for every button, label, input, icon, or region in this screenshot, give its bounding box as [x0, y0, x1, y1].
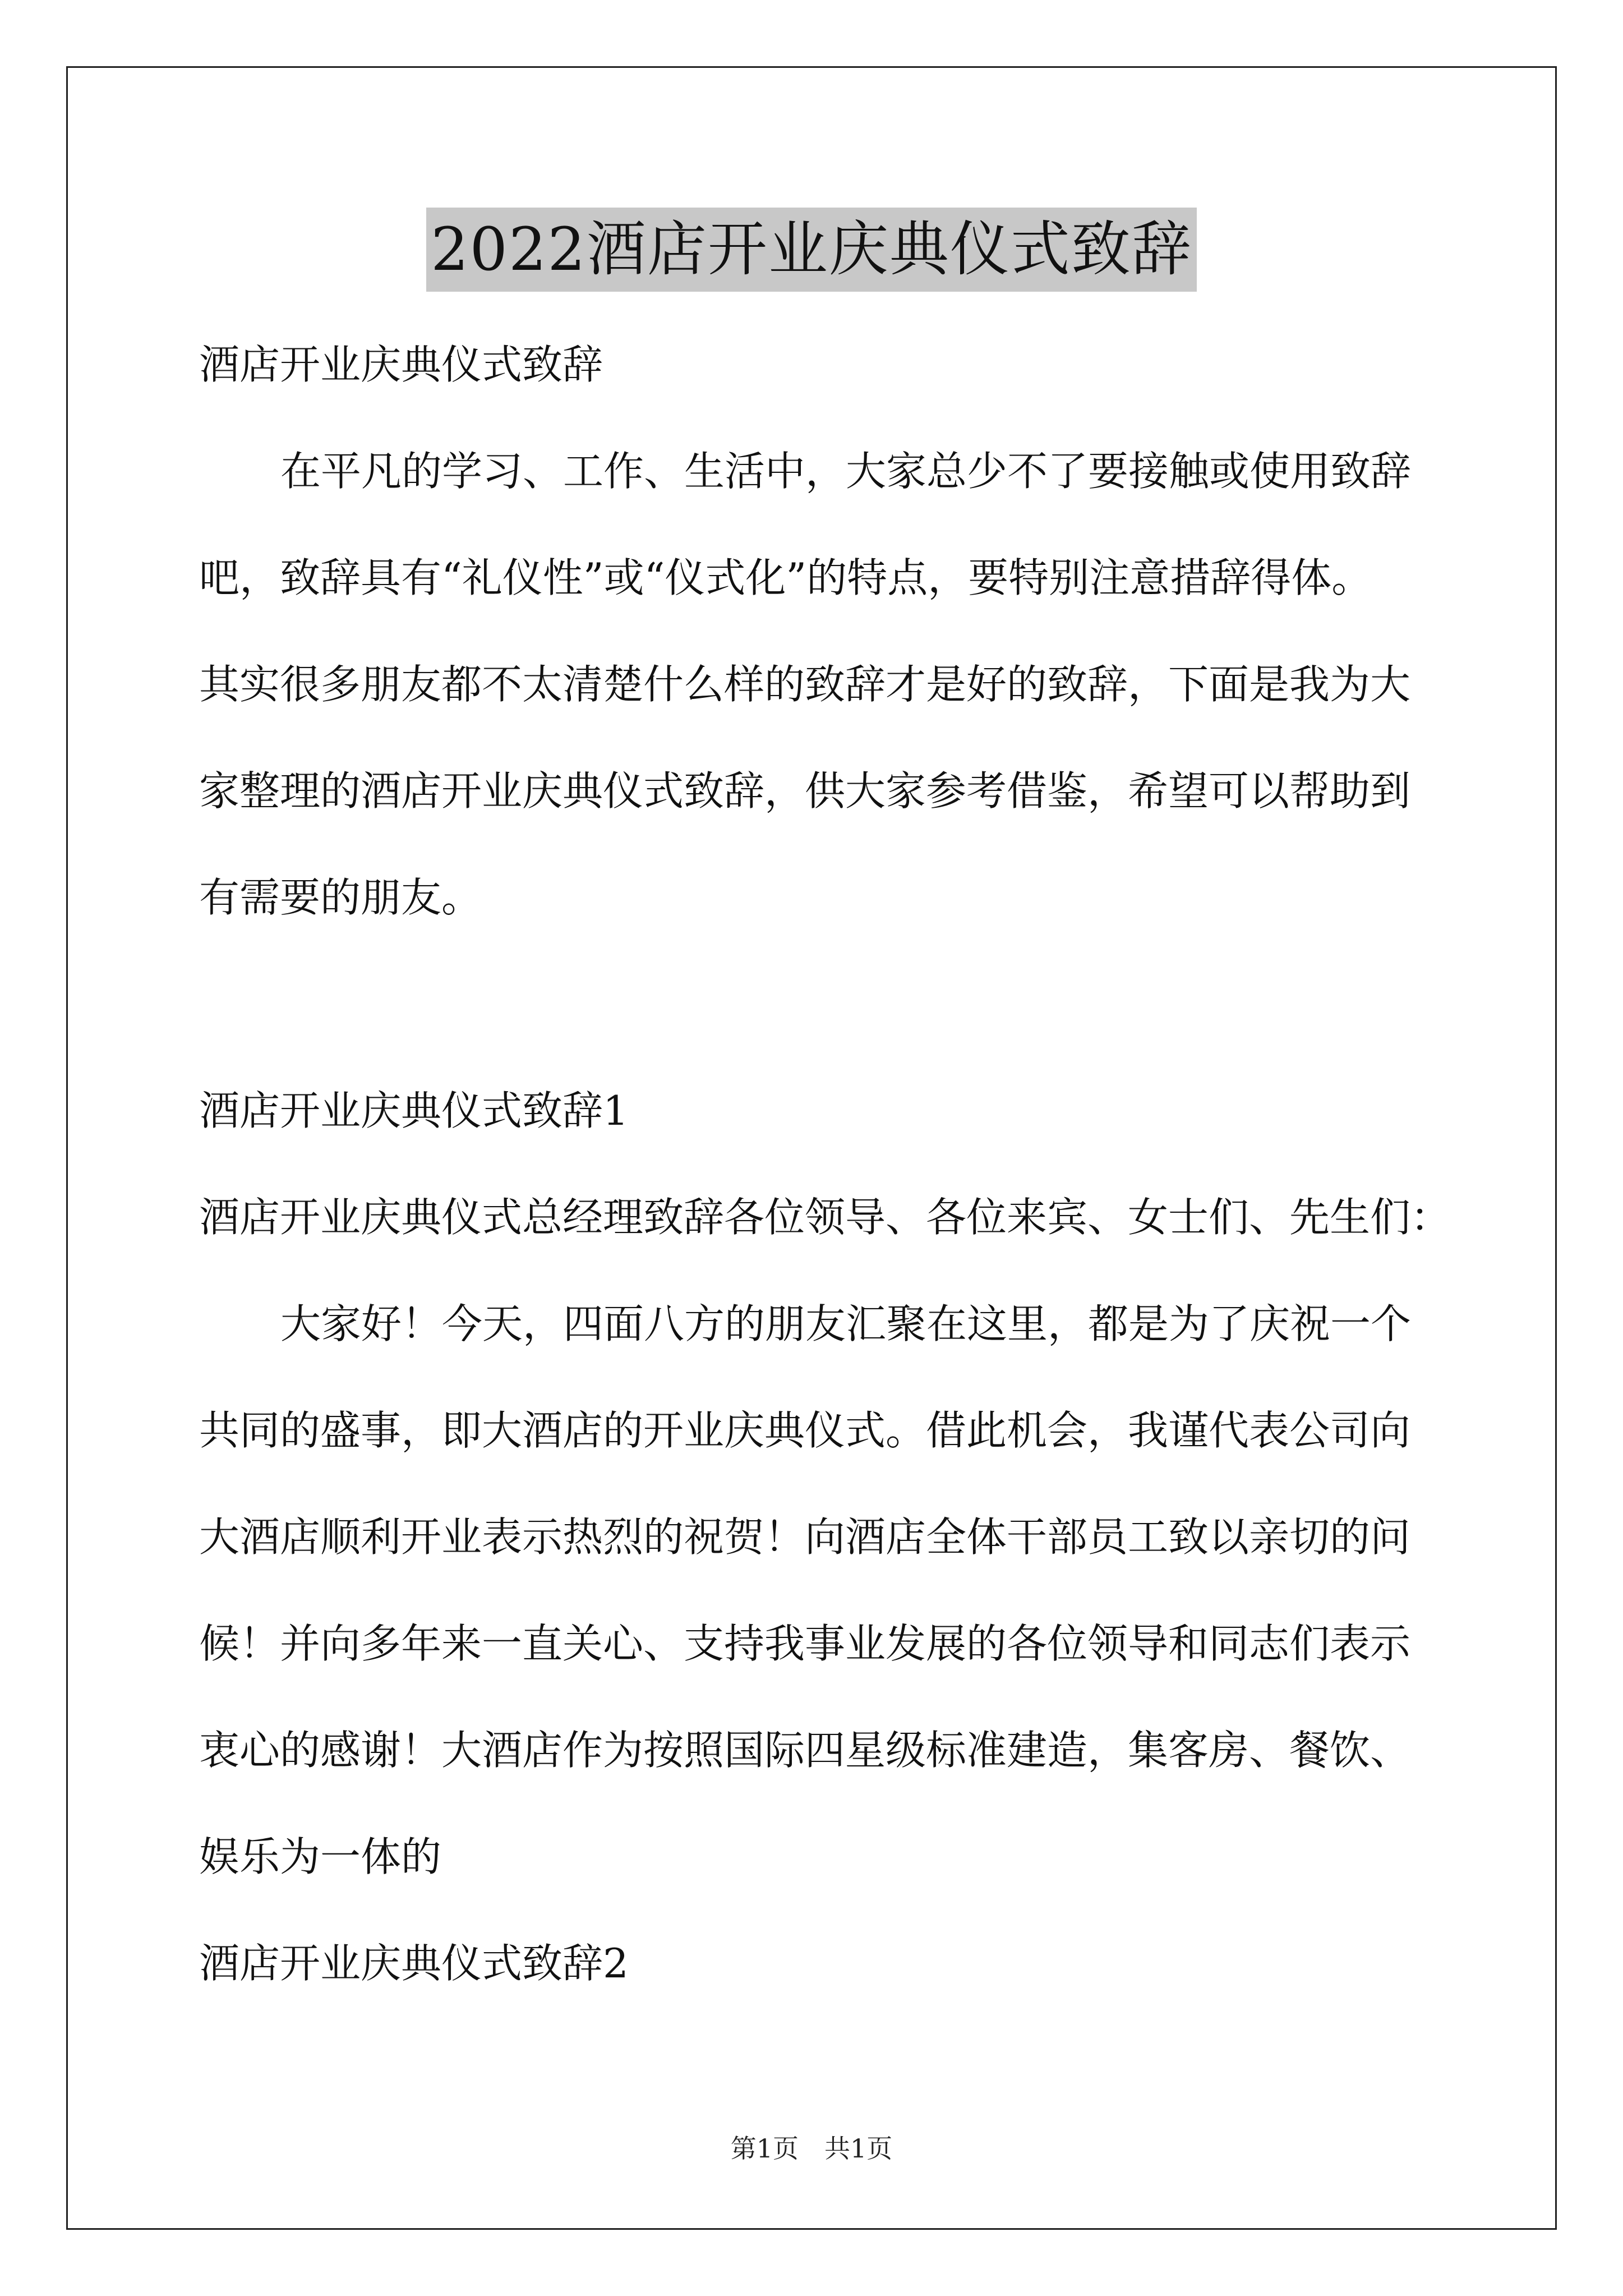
- body-line: 大家好！今天，四面八方的朋友汇聚在这里，都是为了庆祝一个: [280, 1300, 1412, 1347]
- paragraph-spacer: [199, 951, 1427, 1057]
- body-line: 酒店开业庆典仪式致辞: [199, 341, 603, 388]
- body-line: 候！并向多年来一直关心、支持我事业发展的各位领导和同志们表示: [199, 1620, 1411, 1667]
- section-heading: 酒店开业庆典仪式致辞1: [199, 1087, 629, 1134]
- body-line: 衷心的感谢！大酒店作为按照国际四星级标准建造，集客房、餐饮、: [199, 1727, 1411, 1774]
- document-title: 2022酒店开业庆典仪式致辞: [426, 208, 1197, 292]
- page-number: 第1页: [730, 2133, 799, 2164]
- section-heading: 酒店开业庆典仪式致辞2: [199, 1940, 629, 1987]
- page-footer: [0, 2132, 1623, 2165]
- body-line: 在平凡的学习、工作、生活中，大家总少不了要接触或使用致辞: [280, 448, 1412, 495]
- body-line: 酒店开业庆典仪式总经理致辞各位领导、各位来宾、女士们、先生们：: [199, 1194, 1451, 1241]
- title-container: [0, 208, 1623, 292]
- body-line: 家整理的酒店开业庆典仪式致辞，供大家参考借鉴，希望可以帮助到: [199, 767, 1411, 815]
- body-line: 有需要的朋友。: [199, 874, 482, 921]
- body-line: 共同的盛事，即大酒店的开业庆典仪式。借此机会，我谨代表公司向: [199, 1407, 1411, 1454]
- body-line: 其实很多朋友都不太清楚什么样的致辞才是好的致辞，下面是我为大: [199, 661, 1411, 708]
- document-body: [199, 311, 1451, 2017]
- body-line: 吧，致辞具有“礼仪性”或“仪式化”的特点，要特别注意措辞得体。: [199, 554, 1372, 601]
- body-line: 娱乐为一体的: [199, 1833, 442, 1880]
- page-total: 共1页: [824, 2133, 893, 2164]
- body-line: 大酒店顺利开业表示热烈的祝贺！向酒店全体干部员工致以亲切的问: [199, 1513, 1411, 1561]
